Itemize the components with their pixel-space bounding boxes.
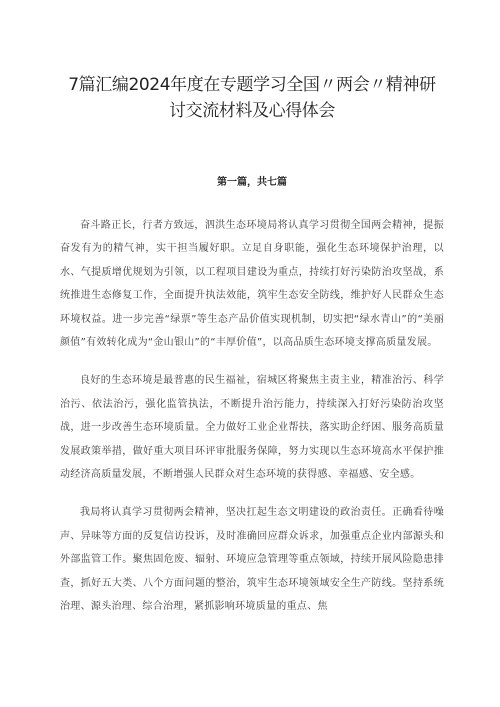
paragraph-3: 我局将认真学习贯彻两会精神，坚决扛起生态文明建设的政治责任。正确看待噪声、异味等方面的反复信访投诉，及时准确回应群众诉求，加强重点企业内部源头和外部监管工作。聚焦固危废、辐射、环境应急管理等重点领域，持续开展风险隐患排查，抓好五大类、八个方面问题的整治，筑牢生态环境领域安全生产防线。坚持系统治理、源头治理、综合治理，紧抓影响环境质量的重点、焦 [60,507,444,613]
section-heading: 第一篇，共七篇 [217,177,287,188]
paragraph-1: 奋斗路正长，行者方致远，泗洪生态环境局将认真学习贯彻全国两会精神，提振奋发有为的精气神，实干担当履好职。立足自身职能，强化生态环境保护治理，以水、气提质增优规划为引领，以工程项目建设为重点，持续打好污染防治攻坚战，系统推进生态修复工作，全面提升执法效能，筑牢生态安全防线，维护好人民群众生态环境权益。进一步完善“绿票”等生态产品价值实现机制，切实把“绿水青山”的“美丽颜值”有效转化成为“金山银山”的“丰厚价值”，以高品质生态环境支撑高质量发展。 [60,220,444,349]
paragraph-2: 良好的生态环境是最普惠的民生福祉，宿城区将聚焦主责主业，精准治污、科学治污、依法治污，强化监管执法，不断提升治污能力，持续深入打好污染防治攻坚战，进一步改善生态环境质量。全力做好工业企业帮扶，落实助企纾困、服务高质量发展政策举措，做好重大项目环评审批服务保障，努力实现以生态环境高水平保护推动经济高质量发展，不断增强人民群众对生态环境的获得感、幸福感、安全感。 [60,375,444,481]
document-title: 7篇汇编2024年度在专题学习全国〃两会〃精神研讨交流材料及心得体会 [68,75,436,121]
